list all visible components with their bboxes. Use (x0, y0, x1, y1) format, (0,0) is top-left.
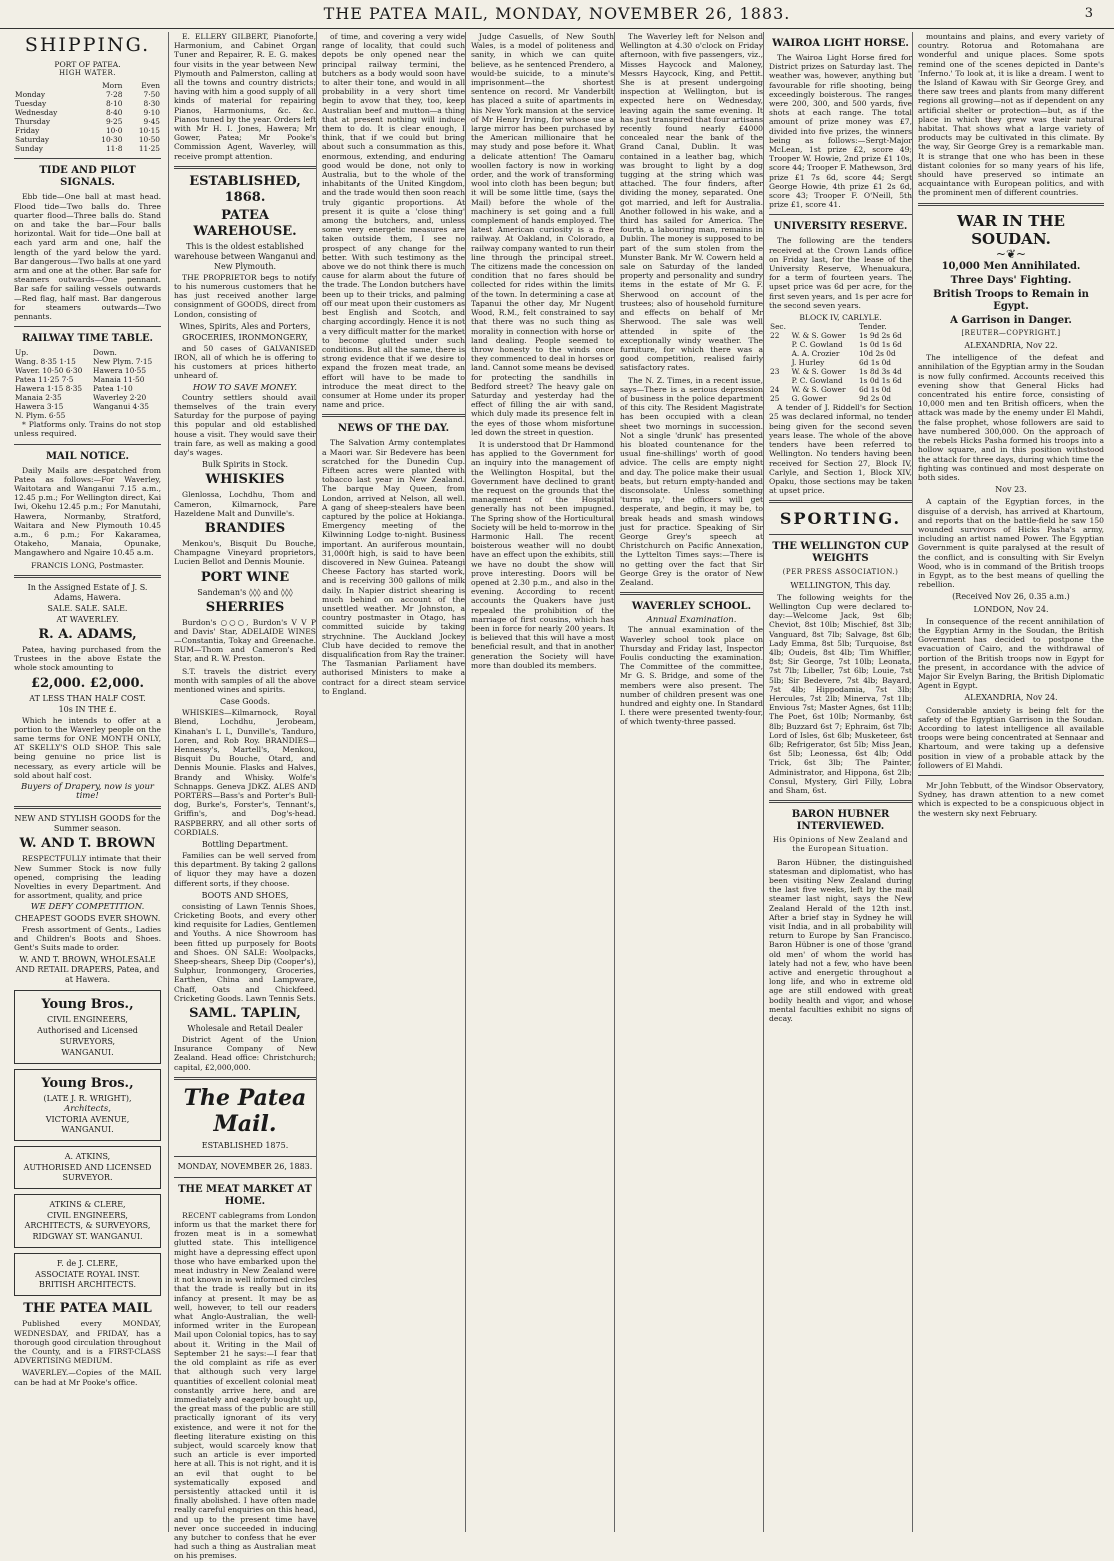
warehouse-text-2: and 50 cases of GALVANISED IRON, all of which he is offering to his customers at prices hitherto unheard of. (174, 343, 316, 381)
paper-title: The Patea Mail. (183, 1084, 307, 1137)
sherries-text-2: S.T. travels the district every month with samples of all the above mentioned wines and spirits. (174, 666, 316, 694)
boots-text: consisting of Lawn Tennis Shoes, Cricketing Boots, and every other kind requisite for Ladies, Gentlemen and Youths. A nice Showroom has been fitted up purposely for Boots and Shoes. ON SALE: Woolpacks, Sheep-shears, Sheep Dip (Cooper's), Sulphur, Ironmongery, Groceries, Earthen, China and Lampware, Chaff, Oats and Chickfeed. Cricketing Goods. Lawn Tennis Sets. (174, 901, 316, 1003)
tender-row: A. A. Crozier 10d 2s 0d (791, 349, 896, 359)
bottling-text: Families can be well served from this department. By taking 2 gallons of liquor they may have a dozen different sorts, if they choose. (174, 850, 316, 888)
divider (174, 166, 316, 169)
adams-text: Patea, having purchased from the Trustees in the above Estate the whole stock amounting to (14, 644, 161, 673)
wellington-cup-heading: THE WELLINGTON CUP WEIGHTS (772, 541, 909, 565)
war-line-4: A Garrison in Danger. (950, 314, 1072, 326)
nov23-text: A captain of the Egyptian forces, in the disguise of a dervish, has arrived at Khartoum, and reports that on the battle-field he saw 150 wounded survivors of Hicks Pasha's army, including an artist named Power. The Egyptian Government is quite paralysed at the result of the conflict, and is consulting with Sir Evelyn Wood, who is in command of the British troops in Egypt, as to the best means of quelling the rebellion. (918, 497, 1104, 590)
divider (769, 500, 912, 503)
railway-note: * Platforms only. Trains do not stop unless required. (14, 420, 161, 439)
column-4 (465, 32, 614, 1532)
meat-text: RECENT cablegrams from London inform us that the market there for frozen meat is in a somewhat glutted state. This intelligence might have a depressing effect upon those who have embarked upon the meat industry in New Zealand were it not known in well informed circles that the trade is really but in its infancy at present. It may be as well, however, to tell our readers what Anglo-Australian, the well-informed writer in the European Mail upon Colonial topics, has to say about it. Writing in the Mail of September 21 he says:—I fear that the old complaint as rife as ever that although such very large quantities of excellent colonial meat constantly arrive here, and are immediately and eagerly bought up, the great mass of the public are still practically ignorant of its very existence, and were it not for the fleeting literature existing on this subject, would scarcely know that such an article is ever imported here at all. This is not right, and it is an evil that ought to be systematically exposed and persistently attacked until it is finally abolished. I have often made really careful enquiries on this head, and up to the present time have never once succeeded in inducing any butcher to confess that he ever had such a thing as Australian meat on his premises. (174, 1210, 316, 1561)
war-heading: WAR IN THE SOUDAN. (957, 211, 1065, 248)
railway-row: N. Plym. 6·55 (15, 411, 66, 421)
taplin-name: SAML. TAPLIN, (189, 1006, 301, 1022)
nov23-dateline: Nov 23. (995, 485, 1027, 495)
tender-table (769, 322, 912, 403)
divider (918, 775, 1104, 776)
war-line-1: 10,000 Men Annihilated. (941, 260, 1081, 272)
warehouse-sub: This is the oldest established warehouse between Wanganui and New Plymouth. (174, 241, 316, 271)
news-text: The Salvation Army contemplates a Maori war. Sir Bedevere has been scratched for the Dunedin Cup. Fifteen acres were planted with tobacco last year in New Zealand. The barque May Queen, from London, arrived at Nelson, all well. A gang of sheep-stealers have been captured by the police at Hokianga. Emergency meeting of the Kilwinning Lodge to-night. Business important. An auriferous mountain, 31,000ft high, is said to have been discovered in New Guinea. Pateangi Cheese Factory has started work, and is receiving 300 gallons of milk daily. In Napier district shearing is much behind on account of the unsettled weather. Mr Johnston, a country postmaster in Otago, has committed suicide by taking strychnine. The Auckland Jockey Club have decided to remove the disqualification from Ray the trainer. The Tasmanian Parliament have authorised Ministers to make a contract for a direct steam service to England. (322, 438, 465, 696)
divider (322, 414, 465, 417)
boots-title: BOOTS AND SHOES, (201, 890, 289, 900)
shipping-heading: SHIPPING. (24, 34, 151, 56)
column-7 (912, 32, 1104, 1532)
university-text: The following are the tenders received at the Crown Lands office on Friday last, for the lease of the University Reserve, Whenuakura, for a term of fourteen years. The upset price was 6d per acre, for the first seven years, and 1s per acre for the second seven years. (769, 236, 912, 310)
signals-text: Ebb tide—One ball at mast head. Flood tide—Two balls do. Three quarter flood—Three balls do. Stand on and take the bar—Four balls horizontal. Wait for tide—One ball at each yard arm and one, half the length of the yard below the yard. Bar dangerous—Two balls at one yard arm and one at the other. Bar safe for steamers outwards—One pennant. Bar safe for sailing vessels outwards—Red flag, half mast. Bar dangerous for steamers outwards—Two pennants. (14, 192, 161, 322)
bottling-title: Bottling Department. (201, 839, 289, 849)
wt-brown: W. AND T. BROWN (19, 836, 156, 852)
tender-note: A tender of J. Riddell's for Section 25 was declared informal, no tender being given for the second seven years lease. The whole of the above tenders have been referred to Wellington. No tenders having been received for Section 27, Block IV, Carlyle, and Section 1, Block XIV, Opaku, those sections may be taken at upset price. (769, 403, 912, 496)
railway-row: Waver. 10·50 6·30 Hawera 10·55 (15, 366, 147, 376)
news-heading: NEWS OF THE DAY. (337, 423, 450, 435)
tide-row: Wednesday 8·40 9·10 (15, 108, 160, 118)
press-association: (PER PRESS ASSOCIATION.) (782, 568, 899, 577)
port-wine-title: PORT WINE (200, 569, 290, 585)
tide-table (14, 81, 161, 153)
column-3 (316, 32, 465, 1532)
port-text: Sandeman's ◊◊◊ and ◊◊◊ (197, 587, 293, 597)
atkins-ad: A. ATKINS, AUTHORISED AND LICENSED SURVEYOR. (14, 1146, 161, 1189)
tender-row: 22 W. & S. Gower 1s 9d 2s 6d (770, 331, 902, 341)
signals-heading: TIDE AND PILOT SIGNALS. (39, 165, 136, 189)
young-bros-engineers-ad: Young Bros., CIVIL ENGINEERS, Authorised and Licensed SURVEYORS, WANGANUI. (14, 990, 161, 1064)
hubner-text: Baron Hübner, the distinguished statesman and diplomatist, who has been visiting New Zealand during the last five weeks, left by the mail steamer last night, says the New Zealand Herald of the 12th inst. After a brief stay in Sydney he will visit India, and in all probability will return to Europe by San Francisco. Baron Hübner is one of those 'grand old men' of whom the world has lately had not a few, who have been active and energetic throughout a long life, and who in extreme old age are still endowed with great bodily health and vigor, and whose mental faculties exhibit no signs of decay. (769, 857, 912, 1024)
divider (14, 444, 161, 445)
half-cost: AT LESS THAN HALF COST. (29, 693, 146, 703)
atkins-clere-ad: ATKINS & CLERE, CIVIL ENGINEERS, ARCHITECTS, & SURVEYORS, RIDGWAY ST. WANGANUI. (14, 1194, 161, 1248)
railway-row: Hawera 1·15 8·35 Patea 1·10 (15, 384, 133, 394)
divider (918, 203, 1104, 206)
high-water-label: HIGH WATER. (58, 69, 117, 78)
tender-row: 23 W. & S. Gower 1s 8d 3s 4d (770, 367, 902, 377)
railway-row: Manaia 2·35 Waverley 2·20 (15, 393, 147, 403)
brandies-title: BRANDIES (204, 520, 286, 536)
news-col4-text-2: It is understood that Dr Hammond has applied to the Government for an inquiry into the management of the Wellington Hospital, but the Government have declined to grant the request on the grounds that the management of the Hospital generally has not been impugned. The Spring show of the Horticultural Society will be held to-morrow in the Harmonic Hall. The recent boisterous weather will no doubt have an effect upon the exhibits, still we have no doubt the show will prove interesting. Doors will be opened at 2.30 p.m., and also in the evening. According to recent accounts the Quakers have just repealed the prohibition of the marriage of first cousins, which has been in force for nearly 200 years. It is believed that this will have a most beneficial result, and that in another generation the Society will have more than doubled its members. (471, 439, 614, 670)
flourish-icon: ~❦~ (995, 246, 1027, 261)
estate-heading: In the Assigned Estate of J. S. Adams, Hawera. (27, 582, 148, 602)
tender-row: 25 G. Gower 9d 2s 0d (770, 394, 892, 404)
hubner-sub: His Opinions of New Zealand and the European Situation. (773, 836, 908, 854)
taplin-sub: Wholesale and Retail Dealer (187, 1024, 303, 1034)
amount: £2,000. £2,000. (30, 675, 145, 691)
warehouse-title: PATEA WAREHOUSE. (193, 207, 297, 239)
divider (14, 575, 161, 578)
alexandria-dateline-1: ALEXANDRIA, Nov 22. (964, 341, 1058, 351)
news-col5-text-1: The Waverley left for Nelson and Wellington at 4.30 o'clock on Friday afternoon, with five passengers, viz., Misses Haycock and Maloney, Messrs Haycock, King, and Pettit. She is at present undergoing inspection at Wellington, but is expected here on Wednesday, leaving again the same evening. It has just transpired that four artisans recently found nearly £4000 concealed near the bank of the Grand Canal, Dublin. It was contained in a leather bag, which was brought to light by a dog tugging at the string which was attached. The four finders, after dividing the money, separated. One got married, and left for Australia. Another followed in his wake, and a third has sailed for America. The fourth, a labouring man, remains in Dublin. The money is supposed to be part of the sum stolen from the Munster Bank. Mr W. Cowern held a sale on Saturday of the landed property and personality and sundry items in the estate of Mr G. F. Sherwood on account of the trustees; also of household furniture and effects on behalf of Mr Sherwood. The sale was well attended in spite of the exceptionally windy weather. The furniture, for which there was a good competition, realised fairly satisfactory rates. (620, 32, 763, 373)
tender-row: J. Hurley 6d 1s 0d (791, 358, 892, 368)
university-heading: UNIVERSITY RESERVE. (773, 221, 908, 233)
cheapest-line: CHEAPEST GOODS EVER SHOWN. (14, 913, 161, 923)
hubner-continued: mountains and plains, and every variety of country. Rotorua and Rotomahana are wonderful and unique places. Some spots remind one of the scenes depicted in Dante's 'Inferno.' To look at, it is like a dream. I went to the Island of Kawau with Sir George Grey, and there saw trees and plants from many different regions all growing—not as if dependent on any artificial shelter or protection—but, as if the place in which they grew was their natural habitat. That shows what a large variety of products may be cultivated in this climate. By the way, Sir George Grey is a remarkable man. It is strange that one who has been in these distant colonies for so many years of his life, should have preserved so intimate an acquaintance with European politics, and with the prominent men of different countries. (918, 32, 1104, 198)
at-waverley: AT WAVERLEY. (56, 614, 119, 624)
buyers-line: Buyers of Drapery, now is your time! (20, 781, 154, 802)
news-col5-text-2: The N. Z. Times, in a recent issue, says—There is a serious depression of business in the police department of this city. The Resident Magistrate has been occupied with a clean sheet two mornings in succession. Not a single 'drunk' has presented his bloated countenance for the usual fine-shillings' worth of good advice. The cells are empty night and day. The police make their usual beats, but return empty-handed and disconsolate. Unless something 'turns up,' the officers will get desperate, and begin, it may be, to break heads and smash windows just for practice. Speaking of Sir George Grey's speech at Christchurch on Pacific Annexation, the Lyttelton Times says:—There is no getting over the fact that Sir George Grey is the orator of New Zealand. (620, 375, 763, 587)
how-to-save: HOW TO SAVE MONEY. (192, 382, 298, 393)
war-line-3: British Troops to Remain in Egypt. (933, 288, 1089, 312)
wairoa-heading: WAIROA LIGHT HORSE. (772, 38, 909, 49)
railway-table (14, 348, 161, 420)
case-goods-text: WHISKIES—Kilmarnock, Royal Blend, Lochdhu, Jerobeam, Kinahan's L L, Dunville's, Tanduro, Loren, and Rob Roy. BRANDIES—Hennessy's, Martell's, Menkou, Bisquit Du Bouche, Otard, and Dennis Mounie. Flasks and Halves, Brandy and Whisky. Wolfe's Schnapps. Geneva JDKZ. ALES AND PORTERS—Bass's and Porter's Bull-dog, Burke's, Forster's, Tennant's, Griffin's, and Dog's-head. RASPBERRY, and all other sorts of CORDIALS. (174, 708, 316, 837)
column-2 (168, 32, 316, 1561)
railway-row: Wang. 8·35 1·15 New Plym. 7·15 (15, 357, 153, 367)
masthead (0, 4, 1114, 29)
in-the-pound: 10s IN THE £. (58, 704, 117, 714)
received-line: (Received Nov 26, 0.35 a.m.) (952, 592, 1070, 602)
tide-row: Thursday 9·25 9·45 (15, 117, 160, 127)
divider (14, 326, 161, 327)
whiskies-title: WHISKIES (205, 472, 285, 488)
waverley-school-heading: WAVERLEY SCHOOL. (631, 601, 752, 613)
bulk-line: Bulk Spirits in Stock. (201, 460, 289, 470)
new-goods: NEW AND STYLISH GOODS for the Summer season. (14, 814, 161, 834)
divider (769, 214, 912, 215)
whiskies-text: Glenlossa, Lochdhu, Thom and Cameron, Kilmarnock, Pare Hazeldene Malt and Dunville's. (174, 490, 316, 518)
tide-row: Tuesday 8·10 8·30 (15, 99, 160, 109)
meat-continued: of time, and covering a very wide range of locality, that could such depots be only opened near the principal railway termini, the butchers as a body would soon have to alter their tone, and would in all probability in a very short time begin to avow that they, too, keep Australian beef and mutton—a thing that at present nothing will induce them to do. It is clear enough, I think, that if we could but bring about such a consummation as this, enormous, extending, and enduring good would be done, not only to Australia, but to the whole of the inhabitants of the United Kingdom, and the trade would then soon reach truly gigantic proportions. At present it is quite a 'close thing' among the butchers, and, unless some very energetic measures are taken outside them, I see no prospect of any change for the better. With such testimony as the above we do not think there is much cause for alarm about the future of the trade. The London butchers have been up to their tricks, and palming off our meat upon their customers as best English and Scotch, and charging accordingly. Hence it is not a very difficult matter for the market to become glutted under such conditions. But all the same, there is strong evidence that if we desire to expand the frozen meat trade, an effort will have to be made to introduce the meat direct to the consumer at Home under its proper name and price. (322, 32, 465, 410)
column-5 (614, 32, 763, 1532)
divider (620, 592, 763, 595)
ra-adams: R. A. ADAMS, (38, 626, 137, 642)
divider (174, 1177, 316, 1178)
tide-row: Sunday 11·8 11·25 (15, 144, 160, 154)
tender-row: P. C. Gowland 1s 0d 1s 6d (791, 340, 902, 350)
tide-header-row: Morn Even (102, 81, 160, 91)
school-text: The annual examination of the Waverley school took place on Thursday and Friday last, Inspector Foulis conducting the examination. The Committee of the committee, Mr G. S. Bridge, and some of the members were also present. The number of children present was one hundred and eighty one. In Standard I. there were presented twenty-four, of which twenty-three passed. (620, 625, 763, 727)
alexandria-text-1: The intelligence of the defeat and annihilation of the Egyptian army in the Soudan is now fully confirmed. Accounts received this evening show that General Hicks had concentrated his entire force, consisting of 10,000 men and ten British officers, when the attack was made by the enemy under El Mahdi, the false prophet, whose followers are said to have numbered 300,000. On the approach of the rebels Hicks Pasha formed his troops into a hollow square, and in this position withstood the attack for three days, during which time the fighting was continued and most desperate on both sides. (918, 353, 1104, 482)
railway-row: Patea 11·25 7·5 Manaia 11·50 (15, 375, 145, 385)
taplin-text: District Agent of the Union Insurance Company of New Zealand. Head office: Christchurch; capital, £2,000,000. (174, 1035, 316, 1072)
wines-line: Wines, Spirits, Ales and Porters, (179, 321, 311, 331)
established-line: ESTABLISHED, 1868. (189, 173, 301, 205)
divider (14, 158, 161, 159)
defy-line: WE DEFY COMPETITION. (30, 902, 145, 913)
london-dateline: LONDON, Nov 24. (973, 604, 1049, 614)
wellington-cup-text: The following weights for the Wellington Cup were declared to-day:—Welcome Jack, 9st 6lb; Cheviot, 8st 10lb; Mischief, 8st 3lb; Vanguard, 8st 7lb; Salvage, 8st 6lb; Lady Emma, 8st 5lb; Turquoise, 8st 4lb; Oudeis, 8st 4lb; Tim Whiffler, 8st; Sir George, 7st 10lb; Leonata, 7st 7lb; Libeller, 7st 6lb; Louie, 7st 5lb; Sir Bedevere, 7st 4lb; Bayard, 7st 4lb; Hippodamia, 7st 3lb; Hercules, 7st 2lb; Minerva, 7st 1lb; Envious 7st; Master Agnes, 6st 11lb; The Poet, 6st 10lb; Normanby, 6st 8lb; Buzzard 6st 7; Ephraim, 6st 7lb; Lord of Isles, 6st 6lb; Musketeer, 6st 6lb; Refrigerator, 6st 5lb; Miss Jean, 6st 5lb; Leonessa, 6st 4lb; Odd Trick, 6st 3lb; The Painter, Administrator, and Hippona, 6st 2lb; Consul, Mystery, Girl Filly, Lobra and Sham, 6st. (769, 592, 912, 795)
sherries-text: Burdon's ○○○, Burdon's V V P and Davis' Star, ADELAIDE WINES—Constantia, Tokay and Greenache. RUM—Thom and Cameron's Red Star, and R. W. Preston. (174, 617, 316, 664)
divider (769, 800, 912, 803)
divider (174, 1156, 316, 1157)
annual-exam-heading: Annual Examination. (646, 615, 737, 626)
tender-header-row: Sec. Tender. (770, 322, 887, 332)
wairoa-text: The Wairoa Light Horse fired for District prizes on Saturday last. The weather was, however, anything but favourable for rifle shooting, being exceedingly boisterous. The ranges were 200, 300, and 500 yards, five shots at each range. The total amount of prize money was £7, divided into five prizes, the winners being as follows:—Sergt-Major McLean, 1st prize £2, score 49; Trooper W. Howie, 2nd prize £1 10s, score 44; Trooper F. Mathewson, 3rd prize £1 7s 6d, score 44; Sergt George Howie, 4th prize £1 2s 6d, score 43; Trooper F. O'Neill, 5th prize £1, score 41. (769, 53, 912, 210)
sherries-title: SHERRIES (205, 599, 285, 615)
mail-heading: MAIL NOTICE. (45, 450, 130, 462)
postmaster: FRANCIS LONG, Postmaster. (31, 560, 144, 570)
groceries-line: GROCERIES, IRONMONGERY, (182, 332, 308, 342)
railway-heading: RAILWAY TIME TABLE. (21, 333, 154, 345)
war-line-2: Three Days' Fighting. (950, 274, 1072, 286)
column-6 (763, 32, 912, 1532)
gilbert-ad: E. ELLERY GILBERT, Pianoforte, Harmonium, and Cabinet Organ Tuner and Repairer, R. E. G. makes four visits in the year between New Plymouth and Palmerston, calling at all the towns and country districts; having with him a good supply of all kinds of material for repairing Pianos, Harmoniums, &c. &c. Pianos tuned by the year. Orders left with Mr H. I. Jones, Hawera; Mr Gower, Patea; Mr Pooke's Commission Agent, Waverley, will receive prompt attention. (174, 32, 316, 161)
page-number: 3 (1084, 6, 1094, 21)
mail-text: Daily Mails are despatched from Patea as follows:—For Waverley, Waitotara and Wanganui 7.15 a.m., 12.45 p.m.; For Wellington direct, Kai Iwi, Okehu 12.45 p.m.; For Manutahi, Hawera, Normanby, Stratford, Waitara and New Plymouth 10.45 a.m., 6 p.m.; For Kakaramea, Otakeho, Manaia, Opunake, Mangawhero and Ngaire 10.45 a.m. (14, 465, 161, 558)
masthead-title: THE PATEA MAIL, MONDAY, NOVEMBER 26, 1883. (323, 4, 791, 23)
patea-mail-title: THE PATEA MAIL (23, 1301, 152, 1317)
wellington-dateline: WELLINGTON, This day. (790, 580, 891, 590)
divider (14, 806, 161, 809)
tender-row: 24 W. & S. Gower 6d 1s 0d (770, 385, 892, 395)
news-col4-text-1: Judge Casuells, of New South Wales, is a model of politeness and sanity, in which we can quite believe, as he sentenced Prendero, a would-be suicide, to a minute's imprisonment—the shortest sentence on record. Mr Vanderbilt has placed a suite of apartments in his New York mansion at the service of Mr Henry Irving, for whose use a large mirror has been purchased by the American millionaire that he may study and pose before it. What a delicate attention! The Oamaru woollen factory is now in working order, and the work of transforming wool into cloth has been begun; but it will be some little time, (says the Mail) before the whole of the machinery is set going and a full complement of hands employed. The latest American curiosity is a free railway. At Oakland, in Colorado, a railway company wanted to run their line through the principal street. The citizens made the concession on condition that no fares should be collected for rides within the limits of the town. In determining a case at Tapanui the other day, Mr Nugent Wood, R.M., felt constrained to say that there was no such thing as morality in connection with horse or land dealing. People seemed to throw honesty to the winds once they commenced to deal in horses or land. Cannot some means be devised for protecting the sandhills in Bedford street? The heavy gale on Saturday and yesterday had the effect of filling the air with sand, which duly made its presence felt in the eyes of those whom misfortune led down the street in question. (471, 32, 614, 437)
port-heading: PORT OF PATEA. (54, 60, 121, 69)
sporting-heading: SPORTING. (779, 509, 902, 529)
country-text: Country settlers should avail themselves of the train every Saturday for the purpose of paying this popular and old established house a visit. They would save their train fare, as well as making a good day's wages. (174, 392, 316, 458)
tender-row: P. C. Gowland 1s 0d 1s 6d (791, 376, 902, 386)
column-1 (14, 32, 161, 1532)
alexandria-dateline-2: ALEXANDRIA, Nov 24. (964, 693, 1058, 703)
tide-row: Saturday 10·30 10·50 (15, 135, 160, 145)
sale-line: SALE. SALE. SALE. (47, 603, 128, 613)
alexandria-text-2: Considerable anxiety is being felt for the safety of the Egyptian Garrison in the Soudan. According to latest intelligence all available troops were being concentrated at Sennaar and Khartoum, and were taking up a defensive position in view of a probable attack by the followers of El Mahdi. (918, 705, 1104, 770)
waverley-copies: WAVERLEY.—Copies of the MAIL can be had at Mr Pooke's office. (14, 1368, 161, 1387)
brown-sign: W. AND T. BROWN, WHOLESALE AND RETAIL DRAPERS, Patea, and at Hawera. (15, 955, 160, 985)
clere-ad: F. de J. CLERE, ASSOCIATE ROYAL INST. BRITISH ARCHITECTS. (14, 1253, 161, 1296)
railway-row: Hawera 3·15 Wanganui 4·35 (15, 402, 149, 412)
reuter-line: [REUTER—COPYRIGHT.] (961, 328, 1061, 337)
block-label: BLOCK IV, CARLYLE. (799, 313, 882, 323)
adams-text-2: Which he intends to offer at a portion to the Waverley people on the same terms for ONE MONTH ONLY, AT SKELLY'S OLD SHOP. This sale being genuine no price list is necessary, as every article will be sold about half cost. (14, 715, 161, 780)
divider (769, 534, 912, 535)
paper-est: ESTABLISHED 1875. (201, 1140, 289, 1150)
warehouse-text: THE PROPRIETOR begs to notify to his numerous customers that he has just received another large consignment of GOODS, direct from London, consisting of (174, 272, 316, 319)
brandies-text: Menkou's, Bisquit Du Bouche, Champagne Vineyard proprietors, Lucien Bellot and Dennis Mounie. (174, 538, 316, 567)
paper-date: MONDAY, NOVEMBER 26, 1883. (177, 1161, 313, 1171)
tide-row: Friday 10·0 10·15 (15, 126, 160, 136)
london-text: In consequence of the recent annihilation of the Egyptian Army in the Soudan, the British Government has decided to postpone the evacuation of Cairo, and the withdrawal of portion of the British troops now in Egypt for the present, in accordance with the advice of Major Sir Evelyn Baring, the British Diplomatic Agent in Egypt. (918, 616, 1104, 691)
young-bros-architects-ad: Young Bros., (LATE J. R. WRIGHT), Architects, VICTORIA AVENUE, WANGANUI. (14, 1069, 161, 1141)
divider (174, 1077, 316, 1080)
hubner-heading: BARON HUBNER INTERVIEWED. (791, 809, 890, 833)
brown-text: RESPECTFULLY intimate that their New Summer Stock is now fully opened, comprising the leading Novelties in every Department. And for assortment, quality, and price (14, 854, 161, 901)
railway-header-row: Up. Down. (15, 348, 117, 358)
case-goods-title: Case Goods. (219, 697, 271, 707)
patea-mail-text: Published every MONDAY, WEDNESDAY, and FRIDAY, has a thorough good circulation throughout the County, and is a FIRST-CLASS ADVERTISING MEDIUM. (14, 1319, 161, 1366)
meat-heading: THE MEAT MARKET AT HOME. (178, 1183, 312, 1207)
comet-text: Mr John Tebbutt, of the Windsor Observatory, Sydney, has drawn attention to a new comet which is expected to be a conspicuous object in the western sky next February. (918, 781, 1104, 818)
brown-text-2: Fresh assortment of Gents., Ladies and Children's Boots and Shoes. Gent's Suits made to order. (14, 924, 161, 952)
tide-row: Monday 7·28 7·50 (15, 90, 160, 100)
